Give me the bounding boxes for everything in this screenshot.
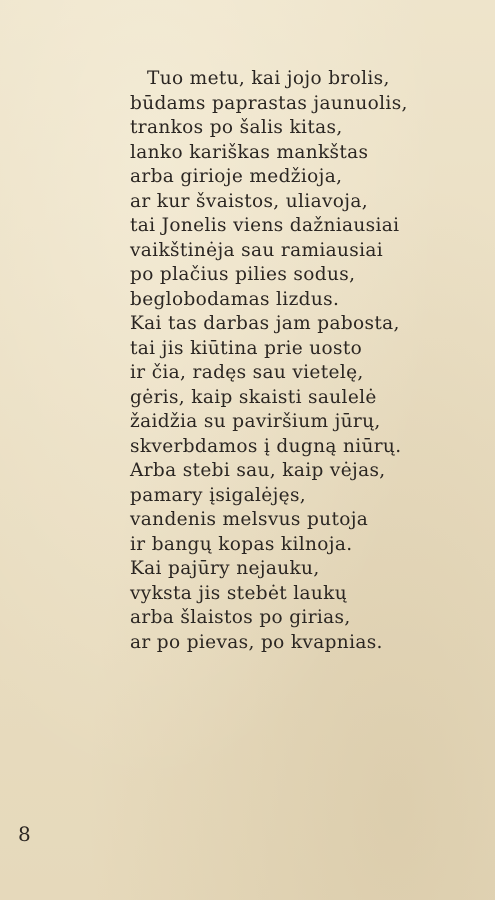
poem-text (130, 67, 480, 655)
poem-line: po plačius pilies sodus, (130, 264, 356, 285)
poem-line: vaikštinėja sau ramiausiai (130, 239, 384, 261)
poem-line: būdams paprastas jaunuolis, (130, 92, 408, 114)
poem-line: ir čia, radęs sau vietelę, (130, 362, 364, 383)
poem-line: trankos po šalis kitas, (130, 117, 343, 138)
poem-line: žaidžia su paviršium jūrų, (130, 411, 381, 432)
page-number: 8 (18, 822, 31, 846)
poem-line: beglobodamas lizdus. (130, 288, 340, 310)
poem-line: lanko kariškas mankštas (130, 141, 369, 163)
poem-line: arba girioje medžioja, (130, 166, 343, 187)
poem-line: pamary įsigalėjęs, (130, 484, 307, 506)
poem-line: Arba stebi sau, kaip vėjas, (130, 460, 386, 481)
poem-line: Tuo metu, kai jojo brolis, (147, 68, 390, 89)
poem-line: tai Jonelis viens dažniausiai (130, 215, 400, 236)
poem-line: ar kur švaistos, uliavoja, (130, 190, 368, 212)
poem-line: arba šlaistos po girias, (130, 607, 351, 628)
poem-line: ar po pievas, po kvapnias. (130, 631, 383, 653)
poem-line: gėris, kaip skaisti saulelė (130, 386, 377, 408)
poem-line: skverbdamos į dugną niūrų. (130, 435, 402, 457)
poem-line: ir bangų kopas kilnoja. (130, 533, 353, 555)
poem-line: vyksta jis stebėt laukų (130, 582, 347, 604)
poem-line: tai jis kiūtina prie uosto (130, 337, 363, 359)
poem-line: vandenis melsvus putoja (130, 509, 369, 530)
poem-line: Kai pajūry nejauku, (130, 558, 320, 579)
poem-line: Kai tas darbas jam pabosta, (130, 313, 400, 334)
